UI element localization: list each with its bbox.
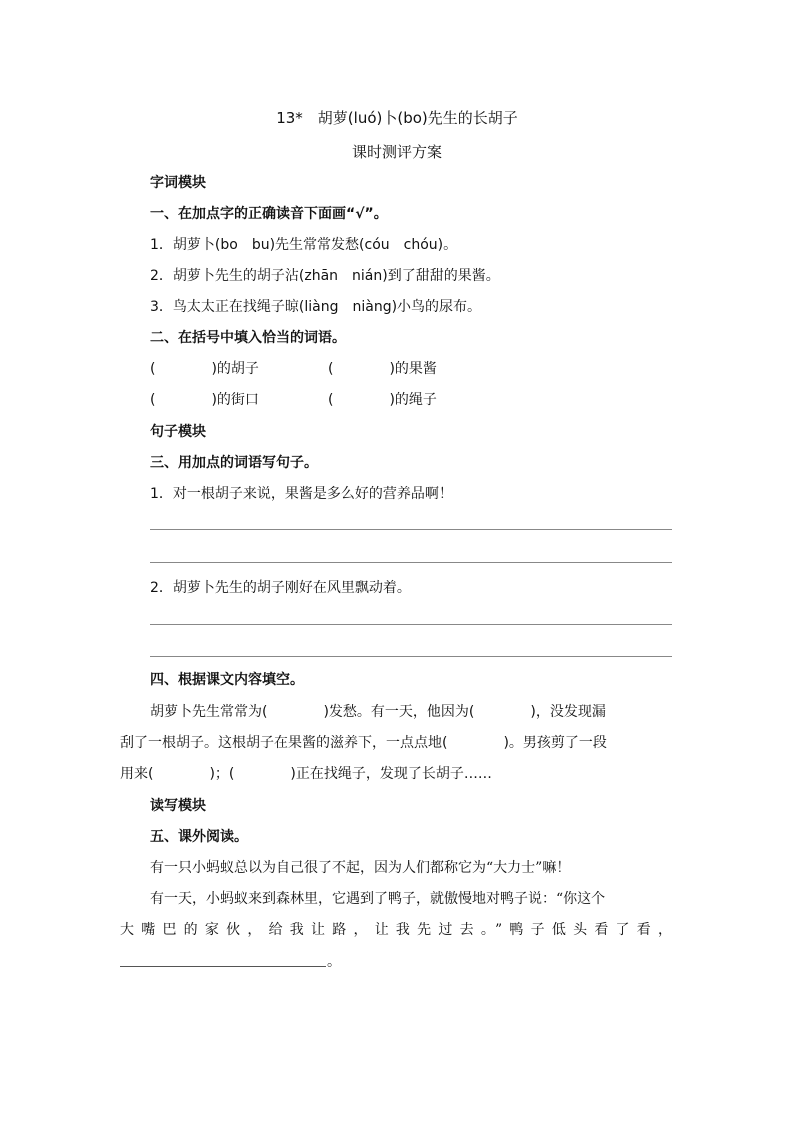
question-4-line-2[interactable]: 刮了一根胡子。这根胡子在果酱的滋养下，一点点地( )。男孩剪了一段: [120, 735, 607, 751]
fill-blank-beard[interactable]: ( )的胡子: [150, 361, 259, 377]
fill-blank-rope[interactable]: ( )的绳子: [328, 392, 437, 408]
fill-blank-street[interactable]: ( )的街口: [150, 392, 259, 408]
question-4-heading: 四、根据课文内容填空。: [150, 672, 304, 688]
section-heading-words: 字词模块: [150, 175, 206, 191]
answer-line[interactable]: [150, 562, 672, 563]
question-4-line-3[interactable]: 用来( )；( )正在找绳子，发现了长胡子……: [120, 766, 492, 782]
answer-line[interactable]: [150, 529, 672, 530]
question-3-item-1: 1．对一根胡子来说，果酱是多么好的营养品啊！: [150, 486, 453, 502]
reading-passage-line-1: 有一只小蚂蚁总以为自己很了不起，因为人们都称它为“大力士”嘛！: [150, 860, 571, 876]
question-3-heading: 三、用加点的词语写句子。: [150, 455, 318, 471]
question-4-line-1[interactable]: 胡萝卜先生常常为( )发愁。有一天，他因为( )，没发现漏: [150, 704, 606, 720]
answer-line[interactable]: [150, 656, 672, 657]
question-1-item-2: 2．胡萝卜先生的胡子沾(zhān nián)到了甜甜的果酱。: [150, 268, 500, 284]
answer-line[interactable]: [120, 966, 326, 967]
answer-line[interactable]: [150, 624, 672, 625]
question-1-item-1: 1．胡萝卜(bo bu)先生常常发愁(cóu chóu)。: [150, 237, 458, 253]
question-5-heading: 五、课外阅读。: [150, 829, 248, 845]
question-1-heading: 一、在加点字的正确读音下面画“√”。: [150, 206, 388, 222]
page-title: 13* 胡萝(luó)卜(bo)先生的长胡子: [276, 109, 518, 127]
question-1-item-3: 3．鸟太太正在找绳子晾(liàng niàng)小鸟的尿布。: [150, 299, 482, 315]
section-heading-reading: 读写模块: [150, 798, 206, 814]
section-heading-sentences: 句子模块: [150, 424, 206, 440]
reading-passage-line-3: 大嘴巴的家伙，给我让路，让我先过去。”鸭子低头看了看，: [120, 922, 672, 938]
question-2-heading: 二、在括号中填入恰当的词语。: [150, 330, 346, 346]
fill-blank-jam[interactable]: ( )的果酱: [328, 361, 437, 377]
answer-line-period: 。: [327, 954, 341, 970]
question-3-item-2: 2．胡萝卜先生的胡子刚好在风里飘动着。: [150, 580, 411, 596]
reading-passage-line-2: 有一天，小蚂蚁来到森林里，它遇到了鸭子，就傲慢地对鸭子说：“你这个: [150, 891, 606, 907]
page-subtitle: 课时测评方案: [351, 143, 442, 161]
